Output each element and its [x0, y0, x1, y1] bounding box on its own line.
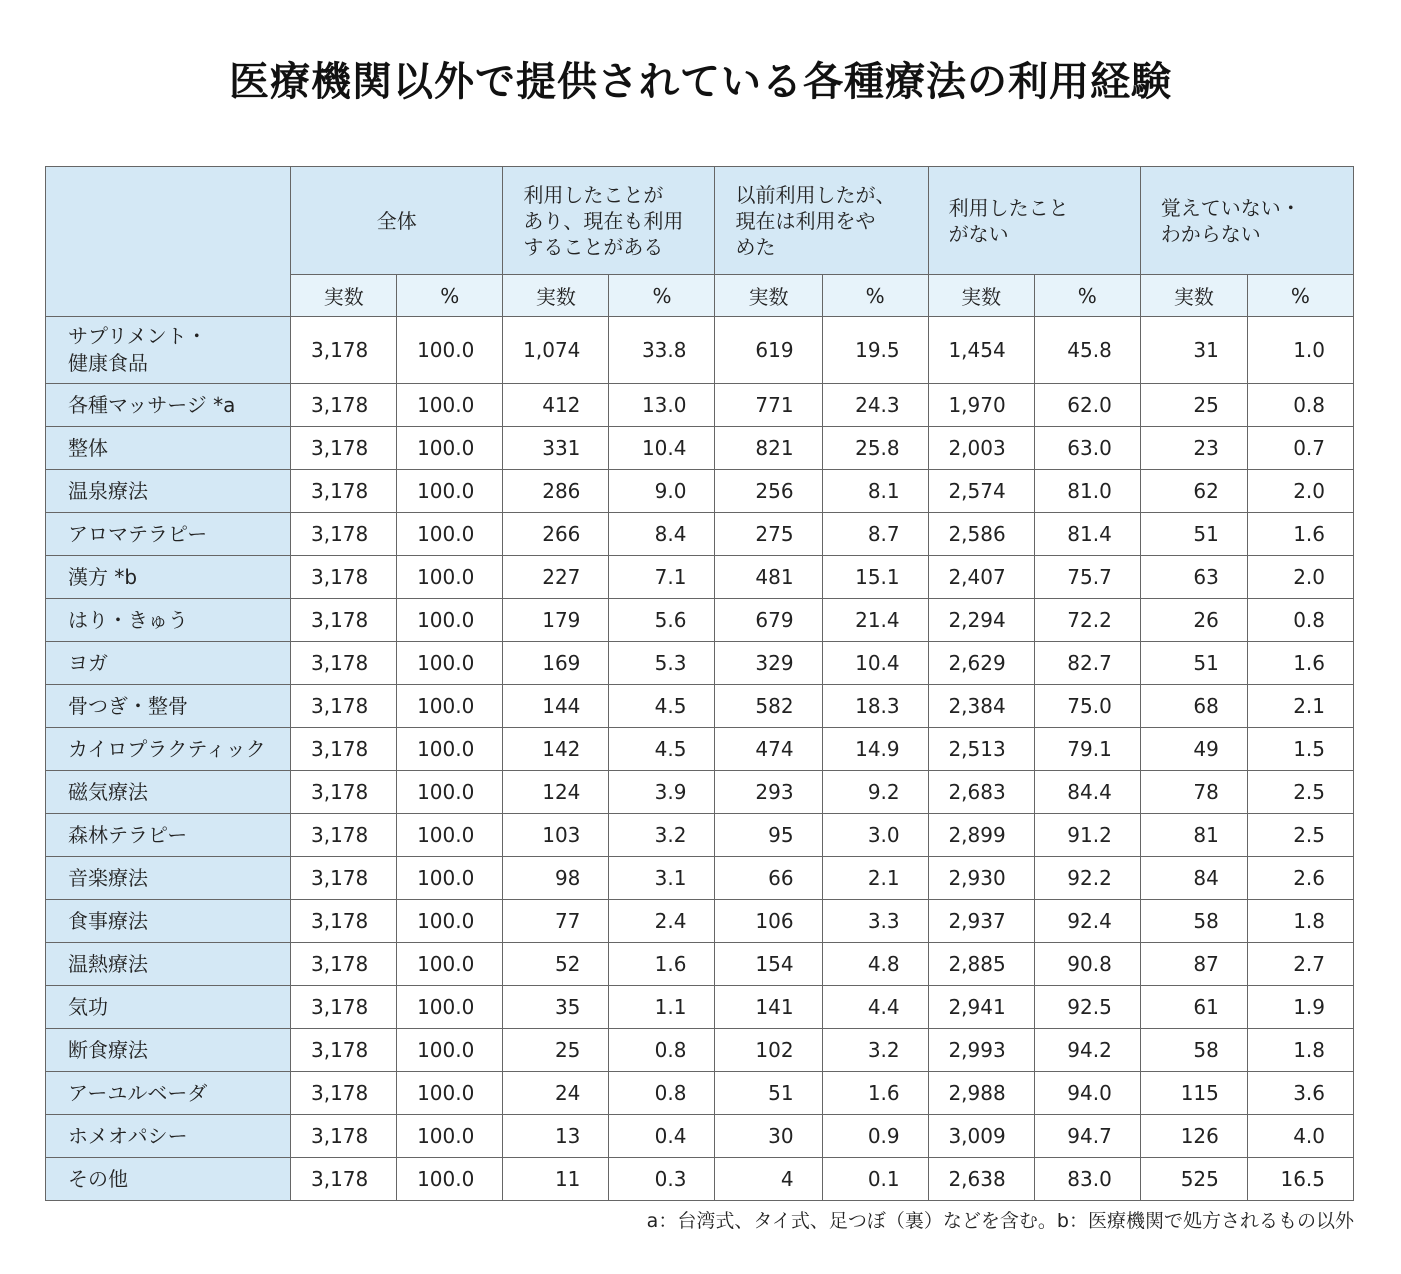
percent-cell: 1.6 — [609, 943, 715, 986]
percent-column-header: % — [397, 275, 503, 317]
count-cell: 58 — [1140, 900, 1247, 943]
percent-cell: 2.1 — [1247, 685, 1353, 728]
count-cell: 52 — [503, 943, 609, 986]
percent-cell: 8.4 — [609, 513, 715, 556]
table-row — [46, 556, 1354, 599]
count-cell: 286 — [503, 470, 609, 513]
percent-cell: 1.6 — [1247, 513, 1353, 556]
count-cell: 474 — [715, 728, 822, 771]
count-cell: 3,178 — [291, 771, 397, 814]
percent-cell: 75.0 — [1034, 685, 1140, 728]
count-cell: 124 — [503, 771, 609, 814]
percent-cell: 3.9 — [609, 771, 715, 814]
percent-cell: 45.8 — [1034, 317, 1140, 384]
row-label — [46, 427, 291, 470]
percent-cell: 1.9 — [1247, 986, 1353, 1029]
percent-cell: 8.7 — [822, 513, 928, 556]
percent-cell: 0.8 — [609, 1029, 715, 1072]
table-row — [46, 857, 1354, 900]
count-cell: 66 — [715, 857, 822, 900]
count-cell: 23 — [1140, 427, 1247, 470]
count-cell: 771 — [715, 384, 822, 427]
count-cell: 2,407 — [928, 556, 1034, 599]
count-cell: 3,009 — [928, 1115, 1034, 1158]
percent-cell: 15.1 — [822, 556, 928, 599]
count-cell: 58 — [1140, 1029, 1247, 1072]
count-cell: 1,970 — [928, 384, 1034, 427]
percent-cell: 100.0 — [397, 1029, 503, 1072]
percent-cell: 0.8 — [1247, 599, 1353, 642]
percent-cell: 21.4 — [822, 599, 928, 642]
percent-cell: 100.0 — [397, 814, 503, 857]
percent-cell: 83.0 — [1034, 1158, 1140, 1201]
percent-cell: 9.2 — [822, 771, 928, 814]
count-cell: 3,178 — [291, 900, 397, 943]
count-cell: 3,178 — [291, 685, 397, 728]
count-cell: 3,178 — [291, 1029, 397, 1072]
row-label-line: サプリメント・ — [68, 324, 207, 348]
count-cell: 103 — [503, 814, 609, 857]
percent-cell: 100.0 — [397, 1072, 503, 1115]
count-cell: 3,178 — [291, 642, 397, 685]
count-cell: 679 — [715, 599, 822, 642]
table-row — [46, 1072, 1354, 1115]
percent-cell: 25.8 — [822, 427, 928, 470]
count-cell: 2,574 — [928, 470, 1034, 513]
count-column-header: 実数 — [291, 275, 397, 317]
percent-cell: 2.4 — [609, 900, 715, 943]
table-row — [46, 986, 1354, 1029]
count-cell: 31 — [1140, 317, 1247, 384]
count-cell: 2,629 — [928, 642, 1034, 685]
count-cell: 87 — [1140, 943, 1247, 986]
table-row — [46, 1115, 1354, 1158]
percent-cell: 5.6 — [609, 599, 715, 642]
count-cell: 525 — [1140, 1158, 1247, 1201]
percent-cell: 3.1 — [609, 857, 715, 900]
row-label — [46, 771, 291, 814]
count-cell: 78 — [1140, 771, 1247, 814]
percent-cell: 3.6 — [1247, 1072, 1353, 1115]
percent-cell: 100.0 — [397, 599, 503, 642]
table-row — [46, 513, 1354, 556]
column-group-header-line: することがある — [523, 234, 664, 259]
count-cell: 1,074 — [503, 317, 609, 384]
row-label-line: アーユルベーダ — [68, 1080, 208, 1105]
percent-cell: 5.3 — [609, 642, 715, 685]
count-cell: 256 — [715, 470, 822, 513]
count-cell: 3,178 — [291, 857, 397, 900]
count-cell: 3,178 — [291, 814, 397, 857]
percent-cell: 84.4 — [1034, 771, 1140, 814]
percent-cell: 33.8 — [609, 317, 715, 384]
row-label — [46, 986, 291, 1029]
column-group-header-line: がない — [948, 221, 1009, 246]
percent-cell: 2.5 — [1247, 771, 1353, 814]
table-row — [46, 384, 1354, 427]
count-cell: 142 — [503, 728, 609, 771]
percent-cell: 2.5 — [1247, 814, 1353, 857]
row-label — [46, 317, 291, 384]
percent-cell: 1.0 — [1247, 317, 1353, 384]
percent-cell: 2.7 — [1247, 943, 1353, 986]
row-label — [46, 1115, 291, 1158]
therapy-usage-table — [45, 166, 1354, 1201]
count-cell: 51 — [1140, 642, 1247, 685]
percent-cell: 90.8 — [1034, 943, 1140, 986]
percent-cell: 24.3 — [822, 384, 928, 427]
percent-cell: 79.1 — [1034, 728, 1140, 771]
count-cell: 26 — [1140, 599, 1247, 642]
count-cell: 266 — [503, 513, 609, 556]
count-cell: 98 — [503, 857, 609, 900]
count-cell: 115 — [1140, 1072, 1247, 1115]
count-cell: 2,885 — [928, 943, 1034, 986]
count-cell: 2,384 — [928, 685, 1034, 728]
count-cell: 3,178 — [291, 556, 397, 599]
count-cell: 3,178 — [291, 470, 397, 513]
count-cell: 481 — [715, 556, 822, 599]
column-group-header — [715, 167, 928, 275]
percent-cell: 10.4 — [822, 642, 928, 685]
count-cell: 4 — [715, 1158, 822, 1201]
percent-cell: 100.0 — [397, 317, 503, 384]
percent-cell: 0.4 — [609, 1115, 715, 1158]
count-cell: 293 — [715, 771, 822, 814]
percent-cell: 4.0 — [1247, 1115, 1353, 1158]
count-column-header: 実数 — [715, 275, 822, 317]
row-label-line: カイロプラクティック — [68, 736, 266, 761]
count-cell: 126 — [1140, 1115, 1247, 1158]
row-label — [46, 900, 291, 943]
count-cell: 582 — [715, 685, 822, 728]
column-group-header-line: 全体 — [376, 208, 417, 233]
percent-cell: 3.0 — [822, 814, 928, 857]
count-cell: 106 — [715, 900, 822, 943]
percent-cell: 72.2 — [1034, 599, 1140, 642]
row-label — [46, 513, 291, 556]
row-label — [46, 556, 291, 599]
percent-cell: 63.0 — [1034, 427, 1140, 470]
count-cell: 2,513 — [928, 728, 1034, 771]
row-label — [46, 470, 291, 513]
page-title: 医療機関以外で提供されている各種療法の利用経験 — [229, 59, 1172, 105]
percent-column-header: % — [609, 275, 715, 317]
column-group-header-line: 利用したことが — [523, 182, 664, 207]
count-cell: 141 — [715, 986, 822, 1029]
percent-cell: 92.2 — [1034, 857, 1140, 900]
count-cell: 2,294 — [928, 599, 1034, 642]
percent-cell: 3.2 — [822, 1029, 928, 1072]
percent-cell: 100.0 — [397, 642, 503, 685]
row-label — [46, 728, 291, 771]
percent-cell: 8.1 — [822, 470, 928, 513]
percent-cell: 81.4 — [1034, 513, 1140, 556]
percent-cell: 2.0 — [1247, 470, 1353, 513]
header-corner-cell — [46, 167, 291, 317]
row-label — [46, 685, 291, 728]
row-label-line: 漢方 *b — [68, 564, 138, 589]
percent-cell: 100.0 — [397, 771, 503, 814]
row-label — [46, 943, 291, 986]
column-group-header-line: 覚えていない・ — [1160, 195, 1301, 220]
percent-cell: 4.5 — [609, 728, 715, 771]
row-label — [46, 1158, 291, 1201]
count-cell: 331 — [503, 427, 609, 470]
count-cell: 2,988 — [928, 1072, 1034, 1115]
count-cell: 62 — [1140, 470, 1247, 513]
table-row — [46, 900, 1354, 943]
count-cell: 169 — [503, 642, 609, 685]
column-group-header-line: 現在は利用をや — [735, 208, 876, 233]
count-cell: 35 — [503, 986, 609, 1029]
count-cell: 2,941 — [928, 986, 1034, 1029]
column-group-header-line: あり、現在も利用 — [523, 208, 684, 233]
count-cell: 2,586 — [928, 513, 1034, 556]
percent-cell: 13.0 — [609, 384, 715, 427]
row-label — [46, 1072, 291, 1115]
percent-cell: 0.7 — [1247, 427, 1353, 470]
count-cell: 95 — [715, 814, 822, 857]
row-label-line: 森林テラピー — [68, 822, 188, 847]
count-cell: 144 — [503, 685, 609, 728]
percent-cell: 1.5 — [1247, 728, 1353, 771]
count-cell: 68 — [1140, 685, 1247, 728]
table-row — [46, 943, 1354, 986]
percent-cell: 1.8 — [1247, 900, 1353, 943]
column-group-header-line: 利用したこと — [948, 195, 1069, 220]
row-label-line: 骨つぎ・整骨 — [68, 693, 188, 718]
count-cell: 102 — [715, 1029, 822, 1072]
percent-cell: 0.8 — [609, 1072, 715, 1115]
percent-cell: 92.5 — [1034, 986, 1140, 1029]
count-cell: 619 — [715, 317, 822, 384]
row-label-line: 温泉療法 — [68, 478, 148, 503]
percent-cell: 1.8 — [1247, 1029, 1353, 1072]
count-cell: 84 — [1140, 857, 1247, 900]
column-group-header — [503, 167, 715, 275]
percent-cell: 62.0 — [1034, 384, 1140, 427]
percent-cell: 100.0 — [397, 900, 503, 943]
row-label-line: 温熱療法 — [68, 951, 148, 976]
percent-cell: 0.9 — [822, 1115, 928, 1158]
percent-cell: 19.5 — [822, 317, 928, 384]
count-cell: 63 — [1140, 556, 1247, 599]
count-cell: 2,993 — [928, 1029, 1034, 1072]
count-cell: 2,899 — [928, 814, 1034, 857]
percent-cell: 92.4 — [1034, 900, 1140, 943]
percent-cell: 4.4 — [822, 986, 928, 1029]
count-cell: 2,937 — [928, 900, 1034, 943]
count-cell: 77 — [503, 900, 609, 943]
count-cell: 2,638 — [928, 1158, 1034, 1201]
row-label-line: 気功 — [68, 994, 108, 1019]
count-cell: 11 — [503, 1158, 609, 1201]
row-label-line: 整体 — [68, 435, 108, 460]
count-cell: 61 — [1140, 986, 1247, 1029]
count-column-header: 実数 — [1140, 275, 1247, 317]
count-cell: 81 — [1140, 814, 1247, 857]
percent-cell: 1.6 — [822, 1072, 928, 1115]
count-cell: 179 — [503, 599, 609, 642]
row-label — [46, 1029, 291, 1072]
column-group-header-line: わからない — [1160, 221, 1261, 246]
row-label-line: アロマテラピー — [68, 521, 208, 546]
percent-column-header: % — [822, 275, 928, 317]
percent-cell: 3.3 — [822, 900, 928, 943]
count-cell: 3,178 — [291, 943, 397, 986]
percent-cell: 100.0 — [397, 427, 503, 470]
percent-cell: 10.4 — [609, 427, 715, 470]
table-row — [46, 470, 1354, 513]
percent-cell: 0.3 — [609, 1158, 715, 1201]
count-cell: 3,178 — [291, 317, 397, 384]
percent-cell: 100.0 — [397, 685, 503, 728]
percent-cell: 100.0 — [397, 986, 503, 1029]
row-label-line: 各種マッサージ *a — [68, 392, 236, 417]
column-group-header — [291, 167, 503, 275]
row-label-line: 断食療法 — [68, 1037, 148, 1062]
count-cell: 30 — [715, 1115, 822, 1158]
count-cell: 2,003 — [928, 427, 1034, 470]
count-column-header: 実数 — [928, 275, 1034, 317]
count-cell: 3,178 — [291, 1072, 397, 1115]
percent-cell: 18.3 — [822, 685, 928, 728]
percent-cell: 16.5 — [1247, 1158, 1353, 1201]
percent-cell: 3.2 — [609, 814, 715, 857]
percent-cell: 94.2 — [1034, 1029, 1140, 1072]
column-group-header — [928, 167, 1140, 275]
count-cell: 3,178 — [291, 1115, 397, 1158]
percent-cell: 100.0 — [397, 470, 503, 513]
row-label-line: 健康食品 — [68, 351, 148, 375]
count-cell: 3,178 — [291, 384, 397, 427]
row-label-line: ホメオパシー — [68, 1123, 188, 1148]
table-row — [46, 728, 1354, 771]
count-cell: 51 — [1140, 513, 1247, 556]
percent-cell: 100.0 — [397, 556, 503, 599]
count-cell: 154 — [715, 943, 822, 986]
column-group-header-line: めた — [735, 234, 776, 259]
percent-cell: 100.0 — [397, 857, 503, 900]
column-group-header-line: 以前利用したが、 — [735, 182, 896, 207]
row-label-line: その他 — [68, 1166, 128, 1191]
column-group-header — [1140, 167, 1353, 275]
table-row — [46, 685, 1354, 728]
count-cell: 25 — [1140, 384, 1247, 427]
count-cell: 49 — [1140, 728, 1247, 771]
count-cell: 3,178 — [291, 986, 397, 1029]
percent-cell: 100.0 — [397, 384, 503, 427]
footnote: a：台湾式、タイ式、足つぼ（裏）などを含む。b：医療機関で処方されるもの以外 — [646, 1210, 1354, 1232]
table-row — [46, 599, 1354, 642]
row-label — [46, 814, 291, 857]
row-label — [46, 384, 291, 427]
count-cell: 329 — [715, 642, 822, 685]
percent-cell: 75.7 — [1034, 556, 1140, 599]
percent-cell: 82.7 — [1034, 642, 1140, 685]
count-cell: 3,178 — [291, 728, 397, 771]
row-label — [46, 599, 291, 642]
percent-cell: 100.0 — [397, 728, 503, 771]
table-row — [46, 771, 1354, 814]
table-row — [46, 1029, 1354, 1072]
count-cell: 3,178 — [291, 599, 397, 642]
count-cell: 13 — [503, 1115, 609, 1158]
row-label-line: ヨガ — [68, 650, 108, 675]
percent-cell: 100.0 — [397, 1115, 503, 1158]
count-cell: 3,178 — [291, 513, 397, 556]
table-row — [46, 317, 1354, 384]
count-cell: 25 — [503, 1029, 609, 1072]
row-label-line: 磁気療法 — [68, 779, 148, 804]
table-row — [46, 1158, 1354, 1201]
percent-cell: 2.1 — [822, 857, 928, 900]
count-cell: 24 — [503, 1072, 609, 1115]
percent-cell: 94.0 — [1034, 1072, 1140, 1115]
table-row — [46, 814, 1354, 857]
table-row — [46, 642, 1354, 685]
percent-cell: 4.8 — [822, 943, 928, 986]
count-cell: 2,683 — [928, 771, 1034, 814]
row-label-line: 音楽療法 — [68, 865, 148, 890]
percent-cell: 100.0 — [397, 513, 503, 556]
count-cell: 821 — [715, 427, 822, 470]
row-label-line: はり・きゅう — [68, 607, 188, 632]
percent-cell: 100.0 — [397, 1158, 503, 1201]
percent-cell: 1.6 — [1247, 642, 1353, 685]
percent-column-header: % — [1247, 275, 1353, 317]
percent-cell: 7.1 — [609, 556, 715, 599]
count-cell: 3,178 — [291, 427, 397, 470]
row-label-line: 食事療法 — [68, 908, 148, 933]
percent-cell: 94.7 — [1034, 1115, 1140, 1158]
table-row — [46, 427, 1354, 470]
count-cell: 2,930 — [928, 857, 1034, 900]
percent-cell: 81.0 — [1034, 470, 1140, 513]
percent-cell: 9.0 — [609, 470, 715, 513]
percent-cell: 1.1 — [609, 986, 715, 1029]
count-cell: 1,454 — [928, 317, 1034, 384]
count-cell: 227 — [503, 556, 609, 599]
count-cell: 275 — [715, 513, 822, 556]
percent-cell: 2.6 — [1247, 857, 1353, 900]
percent-cell: 4.5 — [609, 685, 715, 728]
percent-cell: 2.0 — [1247, 556, 1353, 599]
count-cell: 412 — [503, 384, 609, 427]
count-cell: 3,178 — [291, 1158, 397, 1201]
row-label — [46, 642, 291, 685]
percent-cell: 0.1 — [822, 1158, 928, 1201]
percent-cell: 14.9 — [822, 728, 928, 771]
count-column-header: 実数 — [503, 275, 609, 317]
count-cell: 51 — [715, 1072, 822, 1115]
row-label — [46, 857, 291, 900]
percent-cell: 0.8 — [1247, 384, 1353, 427]
percent-column-header: % — [1034, 275, 1140, 317]
percent-cell: 91.2 — [1034, 814, 1140, 857]
percent-cell: 100.0 — [397, 943, 503, 986]
